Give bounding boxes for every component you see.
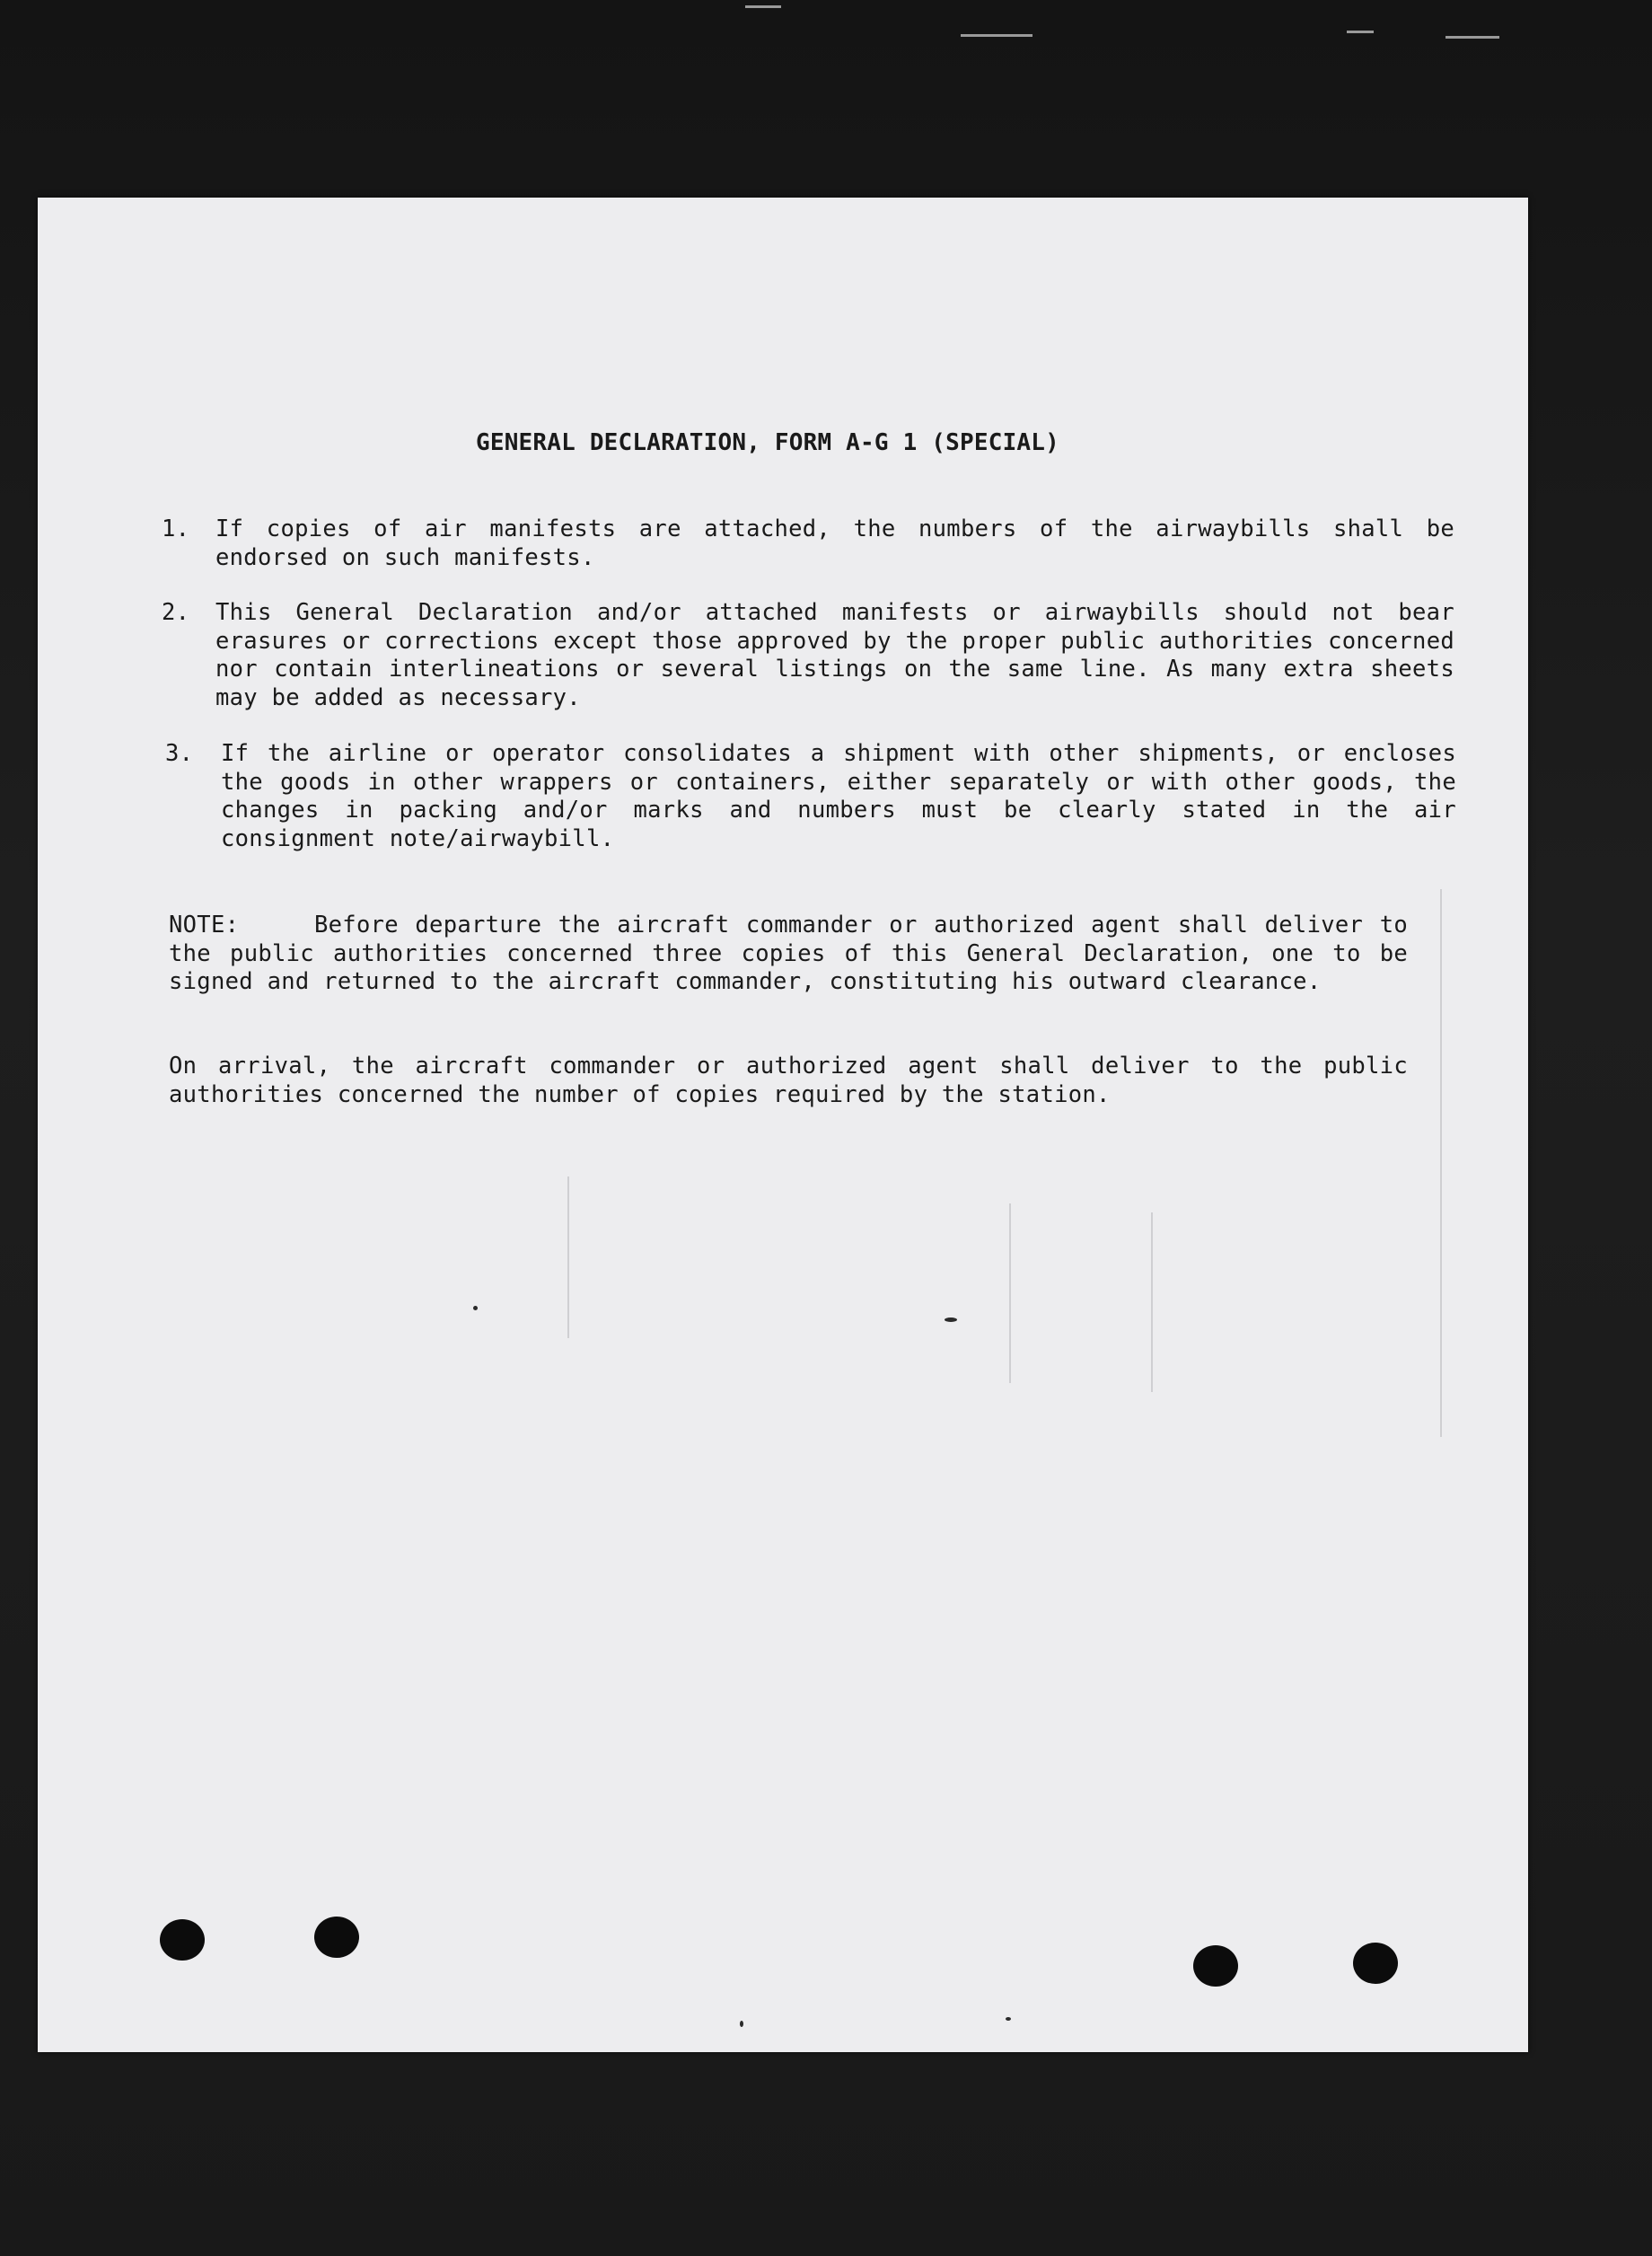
list-item-number: 1. <box>162 516 190 542</box>
bleed-through-line <box>1440 889 1442 1437</box>
punch-hole <box>314 1917 359 1958</box>
document-page <box>38 198 1528 2052</box>
note-label: NOTE: <box>169 912 240 939</box>
arrival-paragraph: On arrival, the aircraft commander or authorized agent shall deliver to the public authorities concerned the number of copies required by the station. <box>169 1053 1408 1108</box>
list-item-number: 2. <box>162 599 190 626</box>
speck <box>1006 2017 1011 2021</box>
note-text: Before departure the aircraft commander or authorized agent shall deliver to the public authorities concerned three copies of this General Declaration, one to be signed and returned to the aircraft commander, constituting his outward clearance. <box>169 912 1408 995</box>
scan-edge-mark <box>961 34 1032 37</box>
list-item-number: 3. <box>165 740 194 767</box>
scan-edge-mark <box>1446 36 1499 39</box>
bleed-through-line <box>567 1176 569 1338</box>
list-item-text: This General Declaration and/or attached manifests or airwaybills should not bear erasures or corrections except those approved by the proper public authorities concerned nor contain interlineations or several listings on the same line. As many extra sheets may be added as necessary. <box>215 599 1454 711</box>
punch-hole <box>1353 1943 1398 1984</box>
scan-edge-mark <box>1347 31 1374 33</box>
bleed-through-line <box>1151 1212 1153 1392</box>
scan-edge-mark <box>745 5 781 8</box>
punch-hole <box>1193 1945 1238 1987</box>
note-paragraph <box>169 912 1408 997</box>
speck <box>473 1306 478 1310</box>
speck <box>740 2021 743 2027</box>
speck <box>945 1317 957 1322</box>
list-item-text: If copies of air manifests are attached, the numbers of the airwaybills shall be endorsed on such manifests. <box>215 516 1454 571</box>
document-title: GENERAL DECLARATION, FORM A-G 1 (SPECIAL) <box>476 429 1059 456</box>
punch-hole <box>160 1919 205 1961</box>
list-item-text: If the airline or operator consolidates a shipment with other shipments, or encloses the goods in other wrappers or containers, either separately or with other goods, the changes in packing and/or marks and numbers must be clearly stated in the air consignment note/airwaybill. <box>221 740 1456 852</box>
bleed-through-line <box>1009 1203 1011 1383</box>
